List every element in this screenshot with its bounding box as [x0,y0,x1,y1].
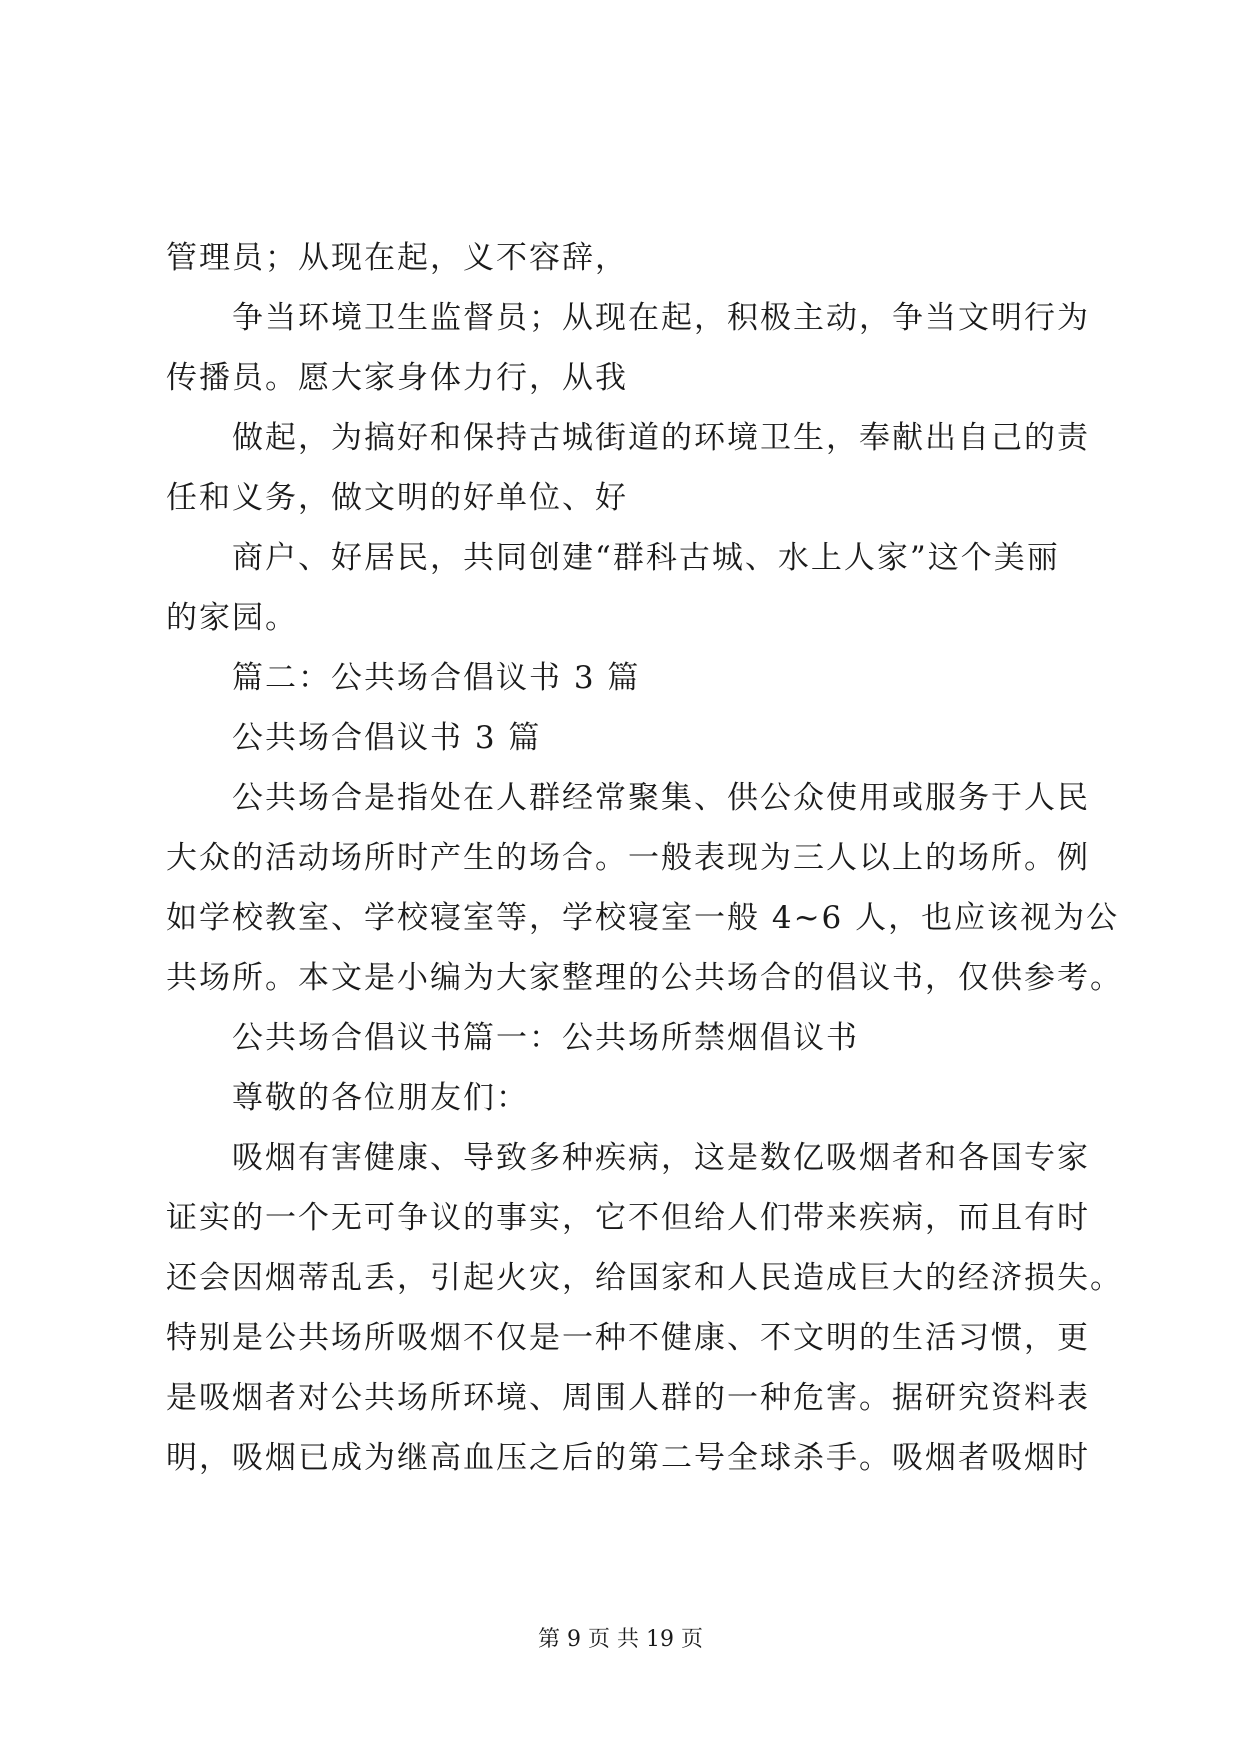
text-line: 尊敬的各位朋友们： [232,1080,529,1116]
page-footer: 第 9 页 共 19 页 [538,1627,703,1652]
text-line: 如学校教室、学校寝室等，学校寝室一般 4~6 人，也应该视为公 [166,900,1120,936]
text-line: 篇二：公共场合倡议书 3 篇 [232,660,641,696]
text-line: 商户、好居民，共同创建“群科古城、水上人家”这个美丽 [232,540,1060,576]
text-line: 公共场合倡议书篇一：公共场所禁烟倡议书 [232,1020,859,1056]
text-line: 公共场合倡议书 3 篇 [232,720,542,756]
document-body [166,228,1123,1488]
text-line: 是吸烟者对公共场所环境、周围人群的一种危害。据研究资料表 [166,1380,1090,1416]
text-line: 公共场合是指处在人群经常聚集、供公众使用或服务于人民 [232,780,1090,816]
text-line: 做起，为搞好和保持古城街道的环境卫生，奉献出自己的责 [232,420,1090,456]
text-line: 的家园。 [166,600,298,636]
text-line: 还会因烟蒂乱丢，引起火灾，给国家和人民造成巨大的经济损失。 [166,1260,1123,1296]
text-line: 大众的活动场所时产生的场合。一般表现为三人以上的场所。例 [166,840,1090,876]
text-line: 明，吸烟已成为继高血压之后的第二号全球杀手。吸烟者吸烟时 [166,1440,1090,1476]
text-line: 特别是公共场所吸烟不仅是一种不健康、不文明的生活习惯，更 [166,1320,1090,1356]
text-line: 吸烟有害健康、导致多种疾病，这是数亿吸烟者和各国专家 [232,1140,1090,1176]
text-line: 管理员；从现在起，义不容辞， [166,240,628,276]
text-line: 任和义务，做文明的好单位、好 [166,480,628,516]
text-line: 证实的一个无可争议的事实，它不但给人们带来疾病，而且有时 [166,1200,1090,1236]
text-line: 共场所。本文是小编为大家整理的公共场合的倡议书，仅供参考。 [166,960,1123,996]
text-line: 传播员。愿大家身体力行，从我 [166,360,628,396]
text-line: 争当环境卫生监督员；从现在起，积极主动，争当文明行为 [232,300,1090,336]
